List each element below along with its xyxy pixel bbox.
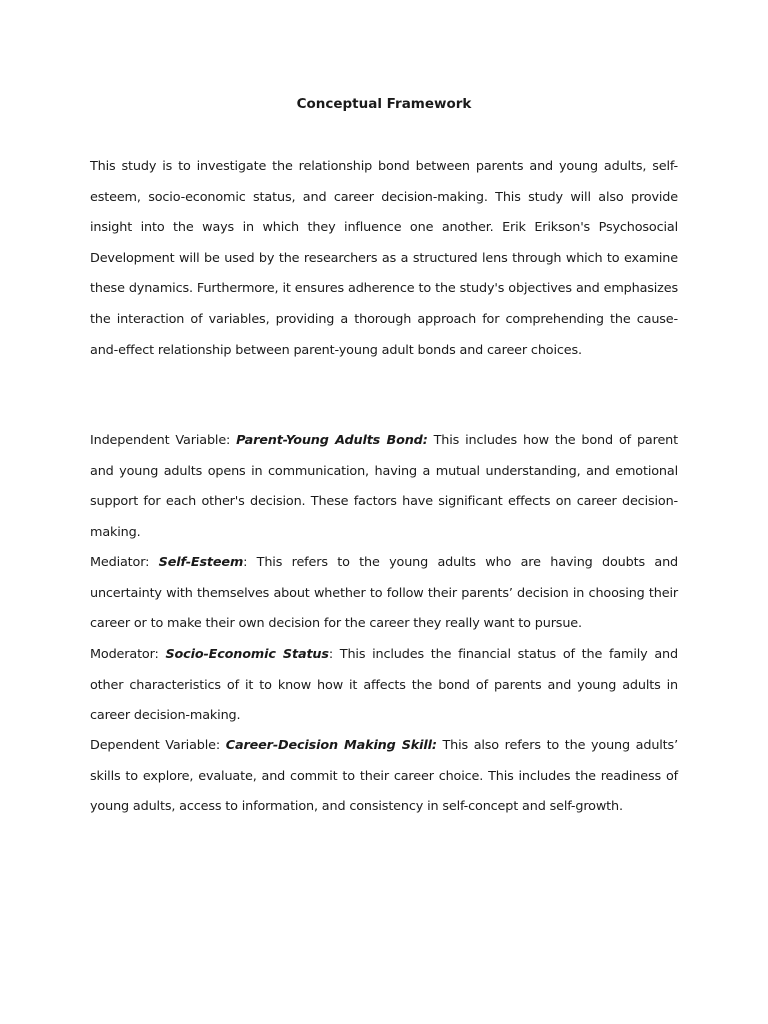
moderator-paragraph <box>90 640 678 732</box>
dependent-variable-paragraph <box>90 731 678 823</box>
mediator-term: Self-Esteem <box>158 555 244 570</box>
mediator-text: : This refers to the young adults who are having doubts and uncertainty with themselves about whether to follow their parents’ decision in choosing their career or to make their own decision for the career they really want to pursue. <box>90 555 678 632</box>
dependent-variable-label: Dependent Variable: <box>90 738 226 753</box>
independent-variable-paragraph <box>90 426 678 548</box>
dependent-variable-term: Career-Decision Making Skill: <box>225 738 437 753</box>
dependent-variable-text: This also refers to the young adults’ skills to explore, evaluate, and commit to their career choice. This includes the readiness of young adults, access to information, and consistency in self-concept and self-growth. <box>90 738 678 815</box>
independent-variable-label: Independent Variable: <box>90 433 237 448</box>
mediator-label: Mediator: <box>90 555 159 570</box>
mediator-paragraph <box>90 548 678 640</box>
moderator-term: Socio-Economic Status <box>165 647 329 662</box>
independent-variable-term: Parent-Young Adults Bond: <box>236 433 428 448</box>
intro-paragraph: This study is to investigate the relationship bond between parents and young adults, self-esteem, socio-economic status, and career decision-making. This study will also provide insight into the ways in which they influence one another. Erik Erikson's Psychosocial Development will be used by the researchers as a structured lens through which to examine these dynamics. Furthermore, it ensures adherence to the study's objectives and emphasizes the interaction of variables, providing a thorough approach for comprehending the cause-and-effect relationship between parent-young adult bonds and career choices. <box>90 159 678 358</box>
page-title: Conceptual Framework <box>296 96 472 112</box>
independent-variable-text: This includes how the bond of parent and young adults opens in communication, having a mutual understanding, and emotional support for each other's decision. These factors have significant effects on career decision-making. <box>90 433 678 540</box>
moderator-label: Moderator: <box>90 647 166 662</box>
moderator-text: : This includes the financial status of the family and other characteristics of it to know how it affects the bond of parents and young adults in career decision-making. <box>90 647 678 724</box>
